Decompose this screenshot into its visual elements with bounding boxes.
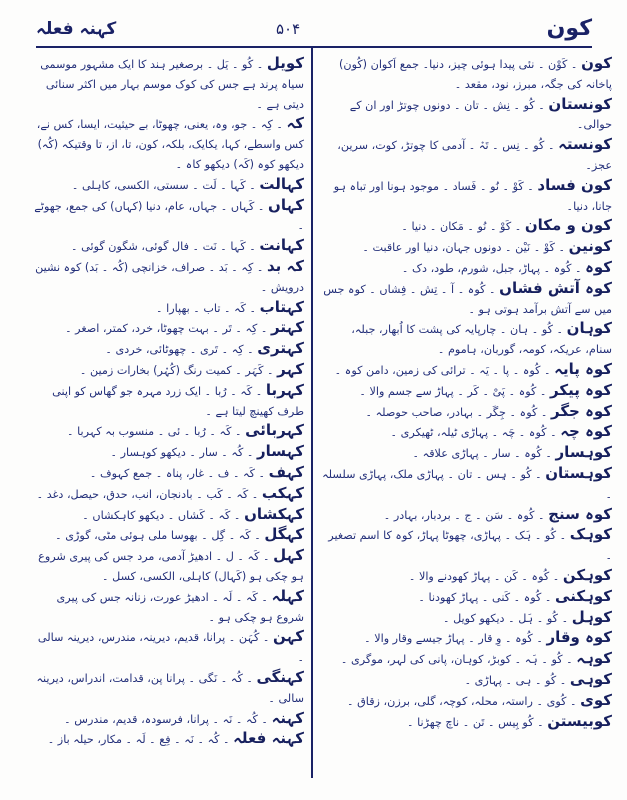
entry-headword: کوہ آتش فشاں [499, 278, 612, 297]
entry-definition: ۔ کَہ ۔ ل ۔ ادھیڑ آدمی، مرد جس کی پیری شروع ہو چکی ہو (کَہال) کاہلی، الکسی، کسل ۔ [38, 550, 304, 583]
dictionary-entry [30, 298, 304, 319]
entry-headword: کہکشاں [244, 504, 304, 523]
entry-definition: ۔ کَہ ۔ گِل ۔ بھوسا ملی ہوئی مٹی، گوڑی ۔ [55, 529, 261, 543]
entry-headword: کہکب [261, 483, 304, 502]
dictionary-entry [30, 709, 304, 730]
dictionary-entry [322, 381, 612, 402]
dictionary-entry [30, 525, 304, 546]
dictionary-entry [30, 587, 304, 628]
entry-definition: ۔ کُہ ۔ سار ۔ دیکھو کوہسار ۔ [110, 446, 254, 460]
entry-headword: کہف [268, 462, 304, 481]
entry-headword: کہتاب [259, 297, 304, 316]
entry-headword: کوہ سنج [548, 504, 612, 523]
right-catchword: کون [546, 16, 592, 41]
dictionary-entry [322, 135, 612, 176]
entry-headword: کوہ وقار [546, 628, 612, 647]
entry-headword: کہانت [259, 236, 304, 255]
entry-definition: ۔ کُوہ ۔ چَہ ۔ پہاڑی ٹیلہ، ٹھیکری ۔ [390, 426, 557, 440]
entry-headword: کہنگی [256, 667, 304, 686]
entry-definition: ۔ کُو ۔ ہِس ۔ تان ۔ پہاڑی ملک، پہاڑی سلسلہ ۔ [322, 467, 612, 501]
entry-definition: ۔ کُوی ۔ راستہ، محلہ، کوچہ، گلی، برزن، زقاق ۔ [347, 694, 577, 708]
dictionary-entry [322, 525, 612, 566]
entry-definition: ۔ کُو ۔ ہی ۔ پہاڑی ۔ [464, 673, 567, 687]
entry-definition: ۔ کَہاں ۔ جہاں، عام، دنیا (کہاں) کی جمع، جھوٹے ۔ [34, 199, 304, 233]
dictionary-entry [322, 402, 612, 423]
dictionary-entry [322, 587, 612, 608]
entry-headword: کوہک [569, 525, 612, 544]
dictionary-entry [322, 464, 612, 505]
entry-headword: کہتر [271, 318, 304, 337]
right-column [322, 54, 612, 732]
dictionary-entry [322, 237, 612, 258]
dictionary-entry [30, 484, 304, 505]
dictionary-entry [322, 216, 612, 237]
entry-definition: ۔ کُوہ ۔ پا ۔ یَہ ۔ ترائی کی زمین، دامن کوہ ۔ [334, 363, 551, 377]
entry-definition: ۔ کَہ ۔ کَشاں ۔ دیکھو کاہکشاں ۔ [82, 508, 241, 522]
dictionary-entry [30, 360, 304, 381]
dictionary-entry [322, 691, 612, 712]
entry-definition: ۔ کَہ ۔ تاب ۔ بھپارا ۔ [156, 301, 257, 315]
dictionary-entry [322, 54, 612, 95]
dictionary-entry [30, 196, 304, 237]
entry-definition: ۔ کُوہ ۔ آ ۔ تِش ۔ فِشاں ۔ کوہ جس میں سے آتش برآمد ہوتی ہو ۔ [323, 282, 612, 316]
entry-headword: کون فساد [537, 175, 612, 194]
dictionary-entry [322, 176, 612, 217]
entry-definition: ۔ کُوہ ۔ سار ۔ پہاڑی علاقہ ۔ [412, 447, 552, 461]
entry-definition: ۔ کُو ۔ ہان ۔ چارپایہ کی پشت کا اُبھار، جبلہ، سنام، عریکہ، کومہ، گوربان، ہاموم ۔ [351, 323, 612, 357]
entry-headword: کونین [568, 237, 612, 256]
entry-headword: کون و مکان [524, 216, 612, 235]
entry-definition: ۔ کُہ ۔ نَہ ۔ پرانا، فرسودہ، قدیم، مندرس ۔ [64, 712, 268, 726]
entry-headword: کہنہ فعلہ [233, 729, 304, 748]
dictionary-entry [322, 443, 612, 464]
entry-definition: ۔ کِہ ۔ تَری ۔ چھوٹائی، خردی ۔ [105, 343, 254, 357]
entry-definition: ۔ کَہَر ۔ کمیت رنگ (کُہْر) بخارات زمین ۔ [79, 363, 274, 377]
dictionary-entry [322, 360, 612, 381]
entry-definition: ۔ کَہ ۔ رُبا ۔ ئی ۔ منسوب بہ کہربا ۔ [67, 425, 242, 439]
entry-headword: کوہی [569, 669, 612, 688]
entry-headword: کونستان [548, 94, 612, 113]
entry-headword: کونستہ [558, 135, 612, 154]
entry-definition: ۔ کَہ ۔ کَب ۔ بادنجان، انب، حدق، حیصل، دغد ۔ [36, 487, 259, 501]
dictionary-entry [322, 608, 612, 629]
dictionary-entry [322, 422, 612, 443]
entry-definition: ۔ کُوہ ۔ سَن ۔ ج ۔ بردبار، بہادر ۔ [383, 508, 545, 522]
dictionary-entry [322, 566, 612, 587]
dictionary-entry [30, 54, 304, 114]
entry-headword: کہ بد [266, 256, 304, 275]
dictionary-entry [30, 668, 304, 709]
dictionary-entry [322, 649, 612, 670]
dictionary-entry [322, 279, 612, 320]
entry-definition: ۔ کِہ ۔ جو، وہ، یعنی، چھوٹا، بے حیثیت، ایسا، کس نے، کس واسطے، کہا، یکایک، بلکہ، کون، تا، از، تا وقتیکہ (کُہ) دیکھو کوہ (کَہ) دیکھو کاہ ۔ [36, 118, 304, 171]
entry-headword: کہلہ [271, 586, 304, 605]
entry-definition: ۔ کُوہ ۔ پَیْ ۔ کَر ۔ پہاڑ سے جسم والا ۔ [359, 384, 547, 398]
entry-definition: ۔ کُہ ۔ نَہ ۔ فِع ۔ لَہ ۔ مکار، حیلہ باز ۔ [47, 733, 230, 747]
entry-headword: کہتری [257, 339, 304, 358]
dictionary-entry [322, 95, 612, 136]
entry-headword: کہاں [268, 195, 304, 214]
entry-definition: ۔ کَوْ ۔ نَیْن ۔ دونوں جہان، دنیا اور عاقبت ۔ [362, 241, 566, 255]
entry-headword: کوہ [585, 257, 612, 276]
dictionary-entry [30, 114, 304, 174]
page-header [36, 14, 592, 46]
entry-headword: کوی [580, 690, 612, 709]
entry-headword: کہربائی [245, 421, 304, 440]
entry-headword: کہ [286, 114, 304, 133]
entry-definition: ۔ کَوْ ۔ نُو ۔ فَساد ۔ موجود ہونا اور تباہ ہو جانا، دنیا۔ [333, 179, 612, 213]
entry-definition: ۔ کُوہ ۔ کَنی ۔ پہاڑ کھودنا ۔ [418, 590, 552, 604]
left-catchword: کہنہ فعلہ [36, 19, 117, 39]
entry-headword: کہالت [259, 174, 304, 193]
entry-definition: ۔ کُوہ ۔ جِگَر ۔ بہادر، صاحب حوصلہ ۔ [365, 405, 548, 419]
entry-headword: کوہ چہ [560, 422, 612, 441]
entry-headword: کہن [272, 627, 304, 646]
entry-headword: کویل [266, 54, 304, 72]
entry-definition: ۔ کُوہ ۔ کَن ۔ پہاڑ کھودنے والا ۔ [408, 569, 560, 583]
entry-definition: ۔ کُو بِیس ۔ تَن ۔ ناچ چھڑنا ۔ [406, 715, 544, 729]
dictionary-entry [30, 175, 304, 196]
entry-headword: کوہ پیکر [550, 380, 612, 399]
entry-headword: کوبیستن [547, 711, 612, 730]
entry-headword: کوہ پایہ [554, 359, 612, 378]
entry-headword: کہل [273, 546, 304, 565]
dictionary-entry [30, 505, 304, 526]
entry-definition: ۔ کَہا ۔ نَت ۔ فال گوئی، شگون گوئی ۔ [71, 240, 256, 254]
entry-definition: ۔ کَہ ۔ رُبا ۔ ایک زرد مہرہ جو گھاس کو اپنی طرف کھینچ لیتا ہے ۔ [52, 384, 304, 418]
left-column [30, 54, 304, 750]
dictionary-entry [30, 546, 304, 587]
entry-headword: کہگل [264, 525, 304, 544]
dictionary-entry [30, 318, 304, 339]
entry-headword: کہر [277, 359, 304, 378]
dictionary-entry [322, 712, 612, 733]
entry-headword: کون [581, 54, 612, 72]
entry-definition: ۔ کِہ ۔ تَر ۔ بہت چھوٹا، خرد، کمتر، اصغر ۔ [65, 322, 268, 336]
entry-headword: کہسار [256, 442, 304, 461]
entry-definition: ۔ کُو ۔ ہَہ ۔ کوبڑ، کوہان، پانی کی لہر، موگری ۔ [340, 653, 573, 667]
dictionary-entry [322, 628, 612, 649]
column-divider [311, 48, 313, 778]
entry-definition: ۔ کَہ ۔ لَہ ۔ ادھیڑ عورت، زنانہ جس کی پیری شروع ہو چکی ہو ۔ [56, 590, 304, 624]
dictionary-entry [322, 258, 612, 279]
entry-definition: ۔ کُو ۔ نِش ۔ تان ۔ دونوں چوتڑ اور ان کے حوالی۔ [349, 98, 612, 132]
entry-headword: کوہسار [555, 443, 612, 462]
dictionary-entry [322, 319, 612, 360]
entry-headword: کوہہ [576, 649, 612, 668]
entry-definition: ۔ کُو ۔ ہَل ۔ دیکھو کویل ۔ [442, 611, 569, 625]
entry-definition: ۔ کُو ۔ یَل ۔ برصغیر ہند کا ایک مشہور موسمی سیاہ پرند ہے جس کی کوک موسم بہار میں اکثر سنائی دیتی ہے ۔ [40, 58, 304, 111]
dictionary-entry [30, 442, 304, 463]
entry-headword: کوہکن [562, 565, 612, 584]
dictionary-entry [30, 627, 304, 668]
entry-definition: ۔ کَہا ۔ لَت ۔ سستی، الکسی، کاہلی ۔ [71, 178, 256, 192]
entry-headword: کوہ جگر [550, 401, 612, 420]
dictionary-entry [30, 381, 304, 422]
dictionary-entry [30, 463, 304, 484]
dictionary-entry [30, 236, 304, 257]
entry-headword: کوہل [571, 607, 612, 626]
dictionary-entry [30, 729, 304, 750]
entry-definition: ۔ کَوْ ۔ نُو ۔ مَکان ۔ دنیا ۔ [401, 220, 522, 234]
dictionary-entry [322, 505, 612, 526]
entry-definition: ۔ کَہ ۔ ف ۔ غار، پناہ ۔ جمع کہوف ۔ [89, 466, 266, 480]
entry-definition: ۔ کُوہ ۔ پہاڑ، جبل، شورم، طود، دک ۔ [401, 261, 582, 275]
entry-headword: کوہکنی [555, 586, 612, 605]
entry-definition: ۔ کُہ ۔ نَگی ۔ پرانا پن، قدامت، اندراس، دیرینہ سالی ۔ [36, 671, 304, 705]
entry-definition: ۔ کُہَن ۔ پرانا، قدیم، دیرینہ، مندرس، دیرینہ سالی ۔ [37, 631, 304, 665]
dictionary-entry [322, 670, 612, 691]
entry-definition: ۔ کِہ ۔ بَد ۔ صراف، خزانچی (کُہ ۔ بَد) کوہ نشین درویش ۔ [35, 260, 304, 294]
entry-headword: کہربا [265, 380, 304, 399]
dictionary-entry [30, 421, 304, 442]
entry-definition: ۔ کُوہ ۔ وِ قار ۔ پہاڑ جیسے وقار والا ۔ [364, 632, 543, 646]
dictionary-entry [30, 339, 304, 360]
entry-headword: کوہان [566, 319, 612, 338]
entry-headword: کوہستان [545, 463, 612, 482]
page-number: ۵۰۴ [276, 20, 301, 38]
entry-definition: ۔ کُو ۔ ہَک ۔ پہاڑی، چھوٹا پہاڑ، کوہ کا اسم تصغیر ۔ [328, 529, 612, 563]
dictionary-entry [30, 257, 304, 298]
entry-definition: ۔ کُو ۔ نِس ۔ تَہْ ۔ آدمی کا چوتڑ، کوت، سرین، عجز۔ [337, 139, 612, 172]
header-rule [36, 46, 592, 48]
entry-headword: کہنہ [271, 708, 304, 727]
entry-definition: ۔ کَوْن ۔ نئی پیدا ہوئی چیز، دنیا۔ جمع اَکوان (کُون) پاخانہ کی جگہ، مبرز، نود، مقعد ۔ [339, 58, 612, 91]
